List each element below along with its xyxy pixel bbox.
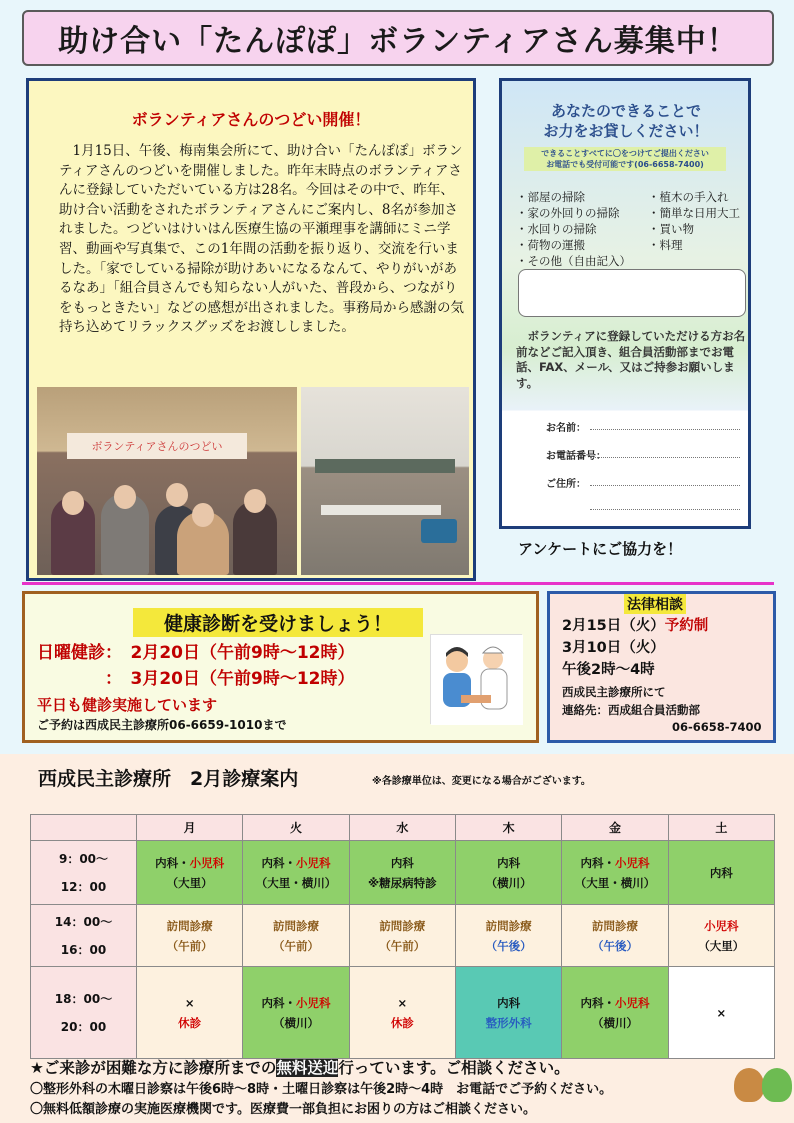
article-body: 1月15日、午後、梅南集会所にて、助け合い「たんぽぽ」ボランティアさんのつどいを開催しました。昨年末時点のボランティアさんに登録していただいている方は28名。今回はその中で、昨年、助け合い活動をされたボランティアさんにご案内し、8名が参加されました。つどいはけいはん医療生協の平瀬理事を講師にミニ学習、動画や写真集で、この1年間の活動を振り返り、交流を行いました。「家でしている掃除が助けあいになるなんて、やりがいがあるなあ」「組合員さんでも知らない人がいた、普段から、つながりをもっときたい」などの感想が出されました。事務局から感謝の気持ち込めてリラックスグッズをお渡ししました。 (59, 143, 464, 336)
time-start: 18：00～ (54, 991, 113, 1006)
law-date: 3月10日（火） (562, 640, 665, 656)
cell-doctor: （大里・横川） (574, 875, 656, 890)
schedule-cell (243, 967, 349, 1059)
law-contact: 連絡先：西成組合員活動部 (562, 703, 700, 717)
task-option[interactable]: ・家の外回りの掃除 (516, 206, 620, 220)
low-cost-care-note: 〇無料低額診療の実施医療機関です。医療費一部負担にお困りの方はご相談ください。 (30, 1102, 536, 1117)
schedule-cell (455, 967, 561, 1059)
cell-doctor: （午前） (379, 938, 426, 953)
page-title-banner (22, 10, 774, 66)
cell-dept-blue: 整形外科 (485, 1015, 532, 1030)
schedule-cell (349, 967, 455, 1059)
room-board (315, 459, 455, 473)
survey-note (524, 147, 726, 171)
doctor-nurse-icon (431, 635, 523, 725)
time-slot (31, 967, 137, 1059)
schedule-cell (668, 841, 774, 905)
day-header: 土 (668, 815, 774, 841)
cell-dept-red: 小児科 (295, 995, 331, 1010)
person-head (244, 489, 266, 513)
schedule-cell (562, 841, 668, 905)
task-option[interactable]: ・植木の手入れ (648, 190, 729, 204)
health-date-line: ： 3月20日（午前9時～12時） (37, 669, 355, 689)
person-head (62, 491, 84, 515)
doctor-nurse-illustration (430, 634, 522, 724)
schedule-cell (137, 905, 243, 967)
cell-doctor: （横川） (591, 1015, 638, 1030)
cell-dept: 内科 (497, 855, 521, 870)
frog-mascot-icon (762, 1068, 792, 1102)
cell-dept-red: 小児科 (704, 918, 739, 933)
pickup-service-note (30, 1056, 570, 1078)
survey-register-text: ボランティアに登録していただける方お名前などご記入頂き、組合員活動部までお電話、FAX、メール、又はご持参お願いします。 (516, 329, 746, 390)
cell-doctor: （大里） (698, 938, 745, 953)
free-pickup-highlight: 無料送迎 (276, 1059, 339, 1077)
address-field[interactable] (590, 485, 740, 486)
time-end: 20：00 (60, 1019, 107, 1034)
cell-dept: 訪問診療 (379, 918, 426, 933)
survey-note-line: お電話でも受付可能です(06-6658-7400) (546, 160, 704, 169)
schedule-cell (243, 905, 349, 967)
task-option[interactable]: ・水回りの掃除 (516, 222, 597, 236)
cell-dept: 内科 (390, 855, 414, 870)
article-heading: ボランティアさんのつどい開催！ (131, 110, 371, 129)
page-title: 助け合い「たんぽぽ」ボランティアさん募集中！ (58, 24, 738, 59)
law-title: 法律相談 (624, 594, 686, 614)
survey-caption: アンケートにご協力を！ (518, 540, 683, 558)
task-option[interactable]: ・その他（自由記入） (516, 254, 631, 268)
cell-dept: 訪問診療 (591, 918, 638, 933)
day-header: 水 (349, 815, 455, 841)
day-header: 金 (562, 815, 668, 841)
cell-closed-label: 休診 (178, 1015, 202, 1030)
cell-closed-label: 休診 (390, 1015, 414, 1030)
law-date (562, 614, 708, 635)
cell-dept: 内科 (497, 995, 521, 1010)
task-option[interactable]: ・買い物 (648, 222, 694, 236)
cell-doctor: （大里） (166, 875, 213, 890)
cell-doctor: （午前） (272, 938, 319, 953)
schedule-cell (349, 905, 455, 967)
cell-dept: 内科 (709, 865, 733, 880)
law-phone: 06-6658-7400 (672, 720, 762, 734)
name-field[interactable] (590, 429, 740, 430)
cell-doctor: （横川） (272, 1015, 319, 1030)
law-date-text: 2月15日（火） (562, 618, 665, 634)
day-header: 月 (137, 815, 243, 841)
footer-text: 行っています。ご相談ください。 (338, 1059, 570, 1077)
time-slot (31, 841, 137, 905)
table-corner (31, 815, 137, 841)
cell-dept-red: 小児科 (189, 855, 225, 870)
cell-dept-red: 小児科 (295, 855, 331, 870)
schedule-cell (455, 905, 561, 967)
time-slot (31, 905, 137, 967)
law-reservation-note: 予約制 (664, 618, 709, 634)
legal-consultation-panel (547, 591, 776, 743)
volunteer-survey-form (499, 78, 751, 529)
dog-mascot-icon (734, 1068, 764, 1102)
cell-dept: 内科・ (580, 995, 615, 1010)
cell-dept: 訪問診療 (485, 918, 532, 933)
volunteer-article (26, 78, 476, 581)
orthopedic-note: 〇整形外科の木曜日診察は午後6時～8時・土曜日診察は午後2時～4時 お電話でご予約ください。 (30, 1082, 613, 1097)
time-start: 14：00～ (54, 914, 113, 929)
cell-closed-mark: × (716, 1005, 727, 1020)
cell-dept-red: 小児科 (614, 855, 650, 870)
address-field-label: ご住所： (546, 479, 586, 490)
task-option[interactable]: ・荷物の運搬 (516, 238, 585, 252)
task-option[interactable]: ・料理 (648, 238, 683, 252)
cell-closed-mark: × (184, 995, 195, 1010)
task-option[interactable]: ・部屋の掃除 (516, 190, 585, 204)
section-divider (22, 582, 774, 585)
schedule-cell (349, 841, 455, 905)
health-title: 健康診断を受けましょう！ (133, 608, 423, 637)
schedule-cell (562, 905, 668, 967)
schedule-table (30, 814, 775, 1059)
cell-dept: 内科・ (155, 855, 190, 870)
health-check-panel (22, 591, 539, 743)
person-head (166, 483, 188, 507)
health-date-line: 日曜健診： 2月20日（午前9時～12時） (37, 643, 355, 663)
cell-doctor: ※糖尿病特診 (367, 875, 437, 890)
schedule-cell (137, 841, 243, 905)
cell-doctor: （午後） (591, 938, 638, 953)
schedule-cell (668, 967, 774, 1059)
schedule-cell (562, 967, 668, 1059)
cell-dept: 内科・ (261, 995, 296, 1010)
name-field-label: お名前： (546, 423, 586, 434)
cell-dept: 内科・ (580, 855, 615, 870)
person-head (192, 503, 214, 527)
survey-note-line: できることすべてに〇をつけてご提出ください (541, 149, 709, 158)
room-table (321, 505, 441, 515)
time-end: 12：00 (60, 879, 107, 894)
phone-field-label: お電話番号： (546, 451, 606, 462)
health-weekday-note: 平日も健診実施しています (37, 696, 218, 714)
cell-doctor: （大里・横川） (255, 875, 337, 890)
day-header: 木 (455, 815, 561, 841)
schedule-cell (137, 967, 243, 1059)
schedule-note: ※各診療単位は、変更になる場合がございます。 (372, 776, 591, 787)
time-start: 9：00～ (58, 851, 109, 866)
schedule-cell (243, 841, 349, 905)
gathering-group-photo (37, 387, 297, 575)
day-header: 火 (243, 815, 349, 841)
health-reservation: ご予約は西成民主診療所06-6659-1010まで (37, 718, 287, 732)
survey-heading-line: お力をお貸しください！ (543, 122, 709, 140)
law-place: 西成民主診療所にて (562, 685, 666, 699)
survey-heading-line: あなたのできることで (550, 102, 701, 120)
gathering-room-photo (301, 387, 469, 575)
cell-doctor: （横川） (485, 875, 532, 890)
room-screen (421, 519, 457, 543)
free-entry-box[interactable] (518, 269, 746, 317)
schedule-cell (455, 841, 561, 905)
law-time: 午後2時～4時 (562, 662, 655, 678)
address-field-extra[interactable] (590, 509, 740, 510)
cell-closed-mark: × (397, 995, 408, 1010)
photo-banner: ボランティアさんのつどい (67, 433, 247, 459)
cell-doctor: （午後） (485, 938, 532, 953)
schedule-title: 西成民主診療所 2月診療案内 (38, 768, 299, 790)
schedule-cell (668, 905, 774, 967)
cell-dept: 訪問診療 (272, 918, 319, 933)
clinic-schedule-section (0, 754, 794, 1123)
cell-doctor: （午前） (166, 938, 213, 953)
survey-heading (514, 101, 738, 141)
cell-dept: 内科・ (261, 855, 296, 870)
time-end: 16：00 (60, 942, 107, 957)
phone-field[interactable] (590, 457, 740, 458)
footer-text: ★ご来診が困難な方に診療所までの (30, 1059, 277, 1077)
cell-dept: 訪問診療 (166, 918, 213, 933)
person-head (114, 485, 136, 509)
cell-dept-red: 小児科 (614, 995, 650, 1010)
task-option[interactable]: ・簡単な日用大工 (648, 206, 740, 220)
